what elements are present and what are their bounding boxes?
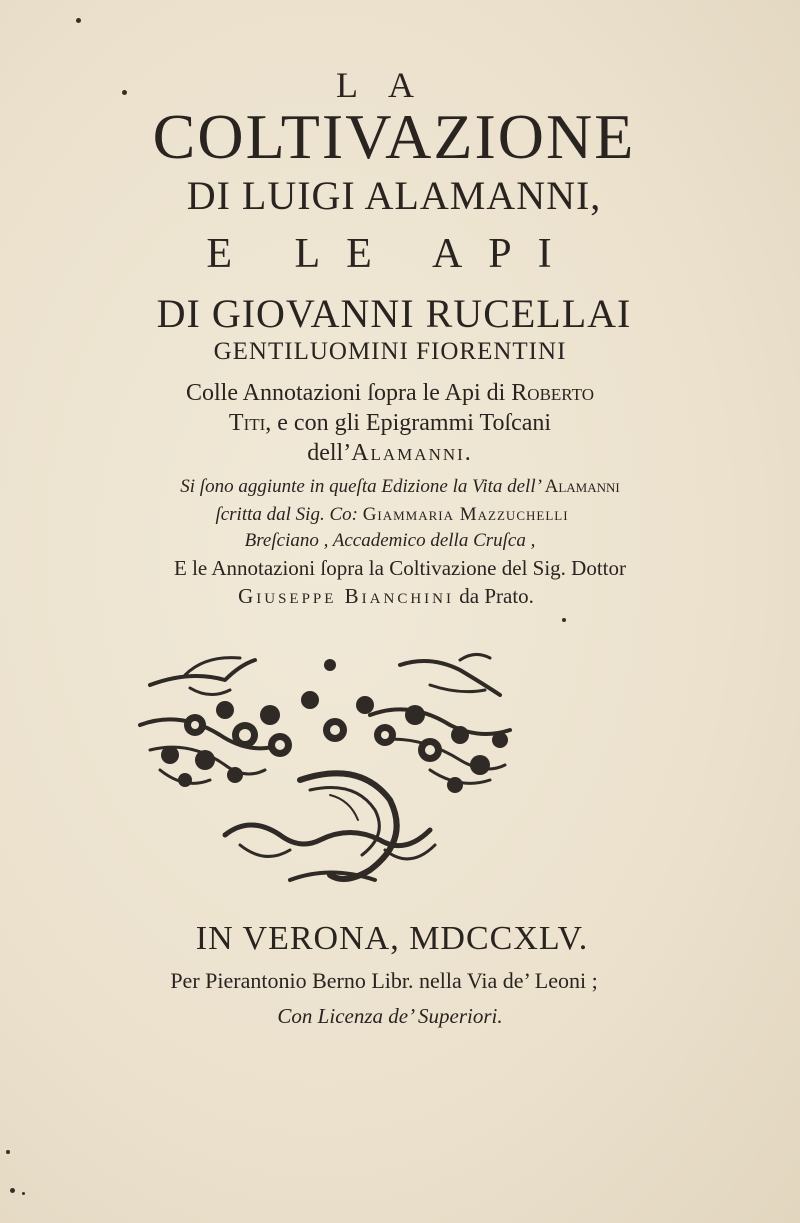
edition-note-line-2-name: Giammaria Mazzuchelli xyxy=(362,504,569,525)
annotations-line-1-text: Colle Annotazioni ſopra le Api di xyxy=(186,380,512,406)
annotations2-line-1: E le Annotazioni ſopra la Coltivazione del Sig. Dottor xyxy=(174,556,626,580)
edition-note-line-3: Breſciano , Accademico della Cruſca , xyxy=(244,530,536,551)
author-line-rucellai: DI GIOVANNI RUCELLAI xyxy=(156,291,632,336)
cornucopia-fleuron-icon xyxy=(130,640,520,895)
edition-note-line-2-text: ſcritta dal Sig. Co: xyxy=(215,504,363,525)
imprint-printer: Per Pierantonio Berno Libr. nella Via de’ Leoni ; xyxy=(170,968,598,993)
annotations-line-2-text: , e con gli Epigrammi Toſcani xyxy=(265,410,552,436)
annotations-line-2 xyxy=(0,410,790,437)
authors-description: GENTILUOMINI FIORENTINI xyxy=(213,338,567,365)
annotations-line-3-name: Alamanni. xyxy=(351,440,473,466)
annotations2-line-2-name: Giuseppe Bianchini xyxy=(238,584,455,608)
foxing-spot xyxy=(22,1192,25,1195)
foxing-spot xyxy=(6,1150,10,1154)
annotations2-line-2 xyxy=(0,584,786,609)
annotations-line-1 xyxy=(0,380,790,407)
annotations-line-2-name: Titi xyxy=(228,410,266,436)
foxing-spot xyxy=(562,618,566,622)
edition-note-line-1 xyxy=(0,476,800,498)
annotations-line-1-name: Roberto xyxy=(511,380,594,406)
foxing-spot xyxy=(10,1188,15,1193)
second-title: E LE API xyxy=(206,231,578,277)
edition-note-line-2 xyxy=(0,504,792,526)
main-title: COLTIVAZIONE xyxy=(152,101,636,172)
imprint-place-date: IN VERONA, MDCCXLV. xyxy=(195,920,589,957)
annotations-line-3-text: dell’ xyxy=(307,440,352,466)
foxing-spot xyxy=(122,90,127,95)
imprint-license: Con Licenza de’ Superiori. xyxy=(277,1004,503,1028)
annotations2-line-2-text: da Prato. xyxy=(454,584,534,608)
foxing-spot xyxy=(76,18,81,23)
title-article: LA xyxy=(336,65,444,105)
annotations-line-3 xyxy=(0,440,790,467)
edition-note-line-1-text: Si ſono aggiunte in queſta Edizione la Vita dell’ xyxy=(180,476,545,497)
author-line-alamanni: DI LUIGI ALAMANNI, xyxy=(186,173,602,218)
edition-note-line-1-name: Alamanni xyxy=(544,476,620,497)
